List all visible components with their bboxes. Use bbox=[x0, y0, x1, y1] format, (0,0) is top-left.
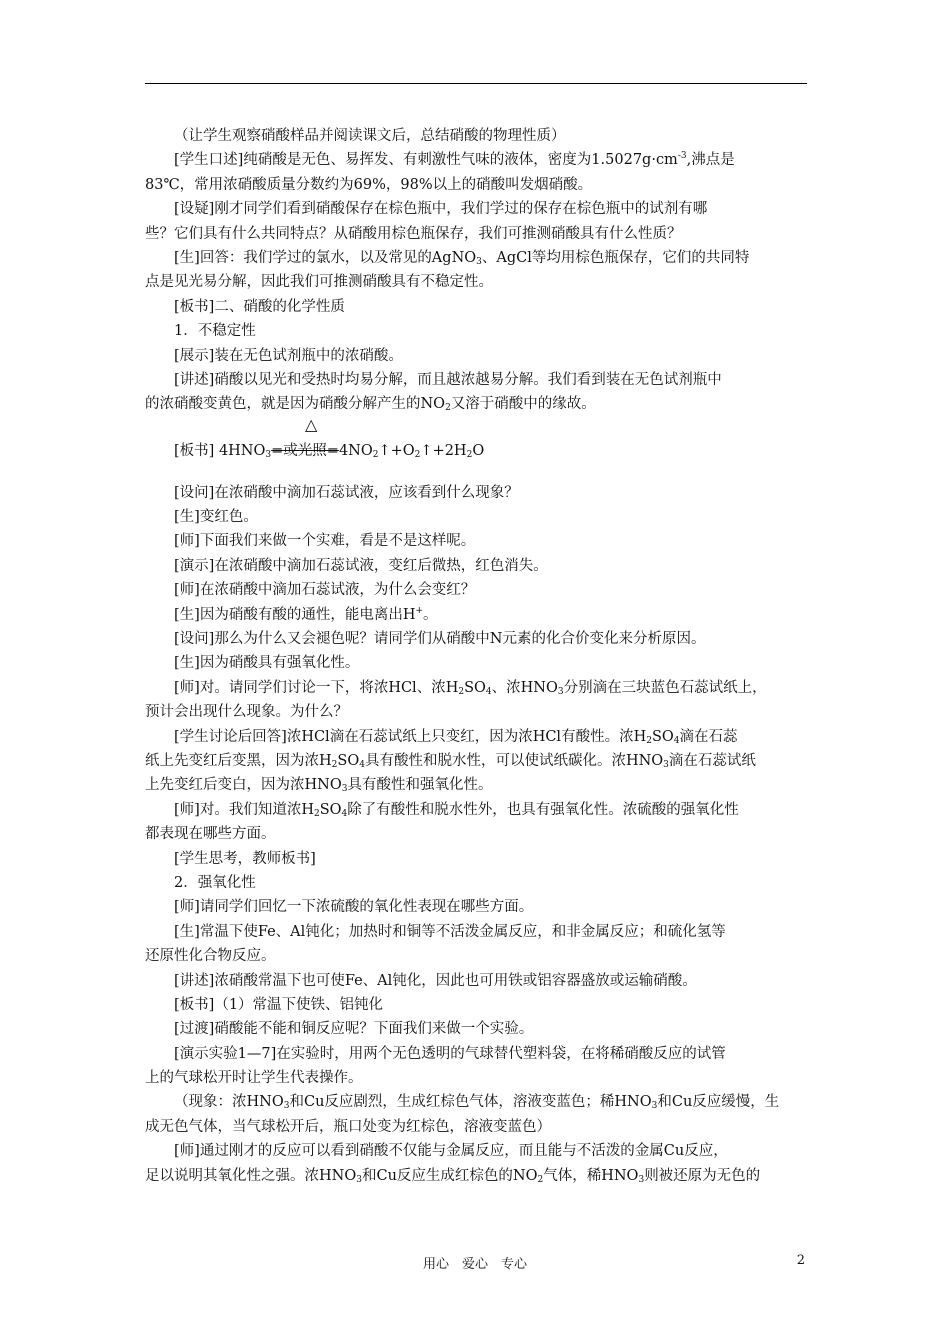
paragraph-continuation: 纸上先变红后变黑，因为浓$H_2SO_4$具有酸性和脱水性，可以使试纸碳化。浓$HNO_3$滴在石蕊试纸 bbox=[145, 752, 756, 770]
subsection-heading: 1．不稳定性 bbox=[174, 323, 256, 340]
paragraph-continuation: 成无色气体，当气球松开后，瓶口处变为红棕色，溶液变蓝色） bbox=[145, 1118, 551, 1135]
paragraph-continuation: 83℃，常用浓硝酸质量分数约为69%，98%以上的硝酸叫发烟硝酸。 bbox=[145, 176, 593, 193]
paragraph-continuation: 足以说明其氧化性之强。浓$HNO_3$和Cu反应生成红棕色的$NO_2$气体，稀$HNO_3$则被还原为无色的 bbox=[145, 1167, 761, 1185]
paragraph-continuation: 预计会出现什么现象。为什么？ bbox=[145, 704, 348, 721]
paragraph-continuation: 上的气球松开时让学生代表操作。 bbox=[145, 1070, 363, 1087]
paragraph: [师]对。请同学们讨论一下，将浓HCl、浓$H_2SO_4$、浓$HNO_3$分别滴在三块蓝色石蕊试纸上， bbox=[174, 679, 767, 697]
paragraph: [过渡]硝酸能不能和铜反应呢？下面我们来做一个实验。 bbox=[174, 1021, 534, 1038]
paragraph: [生]变红色。 bbox=[174, 509, 258, 526]
paragraph: [师]请同学们回忆一下浓硫酸的氧化性表现在哪些方面。 bbox=[174, 899, 534, 916]
paragraph: （现象：浓$HNO_3$和Cu反应剧烈，生成红棕色气体，溶液变蓝色；稀$HNO_3$和Cu反应缓慢，生 bbox=[174, 1094, 780, 1112]
paragraph: [展示]装在无色试剂瓶中的浓硝酸。 bbox=[174, 347, 403, 364]
paragraph-continuation: 点是见光易分解，因此我们可推测硝酸具有不稳定性。 bbox=[145, 274, 493, 291]
footer-text: 用心 爱心 专心 bbox=[422, 1257, 527, 1272]
paragraph: [讲述]浓硝酸常温下也可使Fe、Al钝化，因此也可用铁或铝容器盛放或运输硝酸。 bbox=[174, 972, 697, 989]
paragraph: [生]回答：我们学过的氯水，以及常见的AgNO$_3$、AgCl等均用棕色瓶保存，它们的共同特 bbox=[174, 249, 750, 267]
paragraph: [板书]（1）常温下使铁、铝钝化 bbox=[174, 996, 384, 1013]
section-heading: [板书]二、硝酸的化学性质 bbox=[174, 298, 345, 315]
paragraph: [演示]在浓硝酸中滴加石蕊试液，变红后微热，红色消失。 bbox=[174, 557, 548, 574]
equation-line: [板书] $4HNO_3=$或光照$=4NO_2↑+O_2↑+2H_2O$ bbox=[174, 442, 485, 460]
paragraph: [设问]那么为什么又会褪色呢？请同学们从硝酸中N元素的化合价变化来分析原因。 bbox=[174, 631, 706, 648]
heat-symbol: △ bbox=[305, 414, 318, 434]
paragraph: [师]下面我们来做一个实难，看是不是这样呢。 bbox=[174, 533, 476, 550]
paragraph: [设问]在浓硝酸中滴加石蕊试液，应该看到什么现象？ bbox=[174, 484, 519, 501]
subsection-heading: 2．强氧化性 bbox=[174, 874, 256, 891]
paragraph: [学生思考，教师板书] bbox=[174, 850, 316, 867]
paragraph: [学生讨论后回答]浓HCl滴在石蕊试纸上只变红，因为浓HCl有酸性。浓$H_2SO_4$滴在石蕊 bbox=[174, 728, 738, 746]
paragraph: [学生口述]纯硝酸是无色、易挥发、有刺激性气味的液体，密度为$1.5027g\cdot cm^{-3}$,沸点是 bbox=[174, 151, 735, 169]
paragraph: [讲述]硝酸以见光和受热时均易分解，而且越浓越易分解。我们看到装在无色试剂瓶中 bbox=[174, 371, 722, 388]
header-rule bbox=[145, 83, 807, 84]
paragraph-continuation: 的浓硝酸变黄色，就是因为硝酸分解产生的$NO_2$又溶于硝酸中的缘故。 bbox=[145, 396, 596, 414]
paragraph: [设疑]刚才同学们看到硝酸保存在棕色瓶中，我们学过的保存在棕色瓶中的试剂有哪 bbox=[174, 201, 708, 218]
paragraph: [生]常温下使Fe、Al钝化；加热时和铜等不活泼金属反应，和非金属反应；和硫化氢等 bbox=[174, 923, 726, 940]
chemical-equation bbox=[145, 414, 807, 467]
paragraph: [师]对。我们知道浓$H_2SO_4$除了有酸性和脱水性外，也具有强氧化性。浓硫酸的强氧化性 bbox=[174, 801, 739, 819]
paragraph: [生]因为硝酸有酸的通性，能电离出H+。 bbox=[174, 605, 438, 623]
paragraph-continuation: 些？它们具有什么共同特点？从硝酸用棕色瓶保存，我们可推测硝酸具有什么性质？ bbox=[145, 225, 682, 242]
paragraph-continuation: 上先变红后变白，因为浓$HNO_3$具有酸性和强氧化性。 bbox=[145, 777, 493, 795]
page-number: 2 bbox=[796, 1253, 805, 1268]
paragraph-continuation: 还原性化合物反应。 bbox=[145, 948, 276, 965]
paragraph: [师]在浓硝酸中滴加石蕊试液，为什么会变红？ bbox=[174, 582, 476, 599]
document-body bbox=[145, 124, 807, 1188]
paragraph: [演示实验1—7]在实验时，用两个无色透明的气球替代塑料袋，在将稀硝酸反应的试管 bbox=[174, 1045, 726, 1062]
paragraph: （让学生观察硝酸样品并阅读课文后，总结硝酸的物理性质） bbox=[174, 128, 566, 144]
paragraph: [师]通过刚才的反应可以看到硝酸不仅能与金属反应，而且能与不活泼的金属Cu反应， bbox=[174, 1143, 728, 1160]
paragraph: [生]因为硝酸具有强氧化性。 bbox=[174, 655, 360, 672]
paragraph-continuation: 都表现在哪些方面。 bbox=[145, 826, 276, 843]
reaction-condition: =或光照= bbox=[271, 442, 339, 459]
